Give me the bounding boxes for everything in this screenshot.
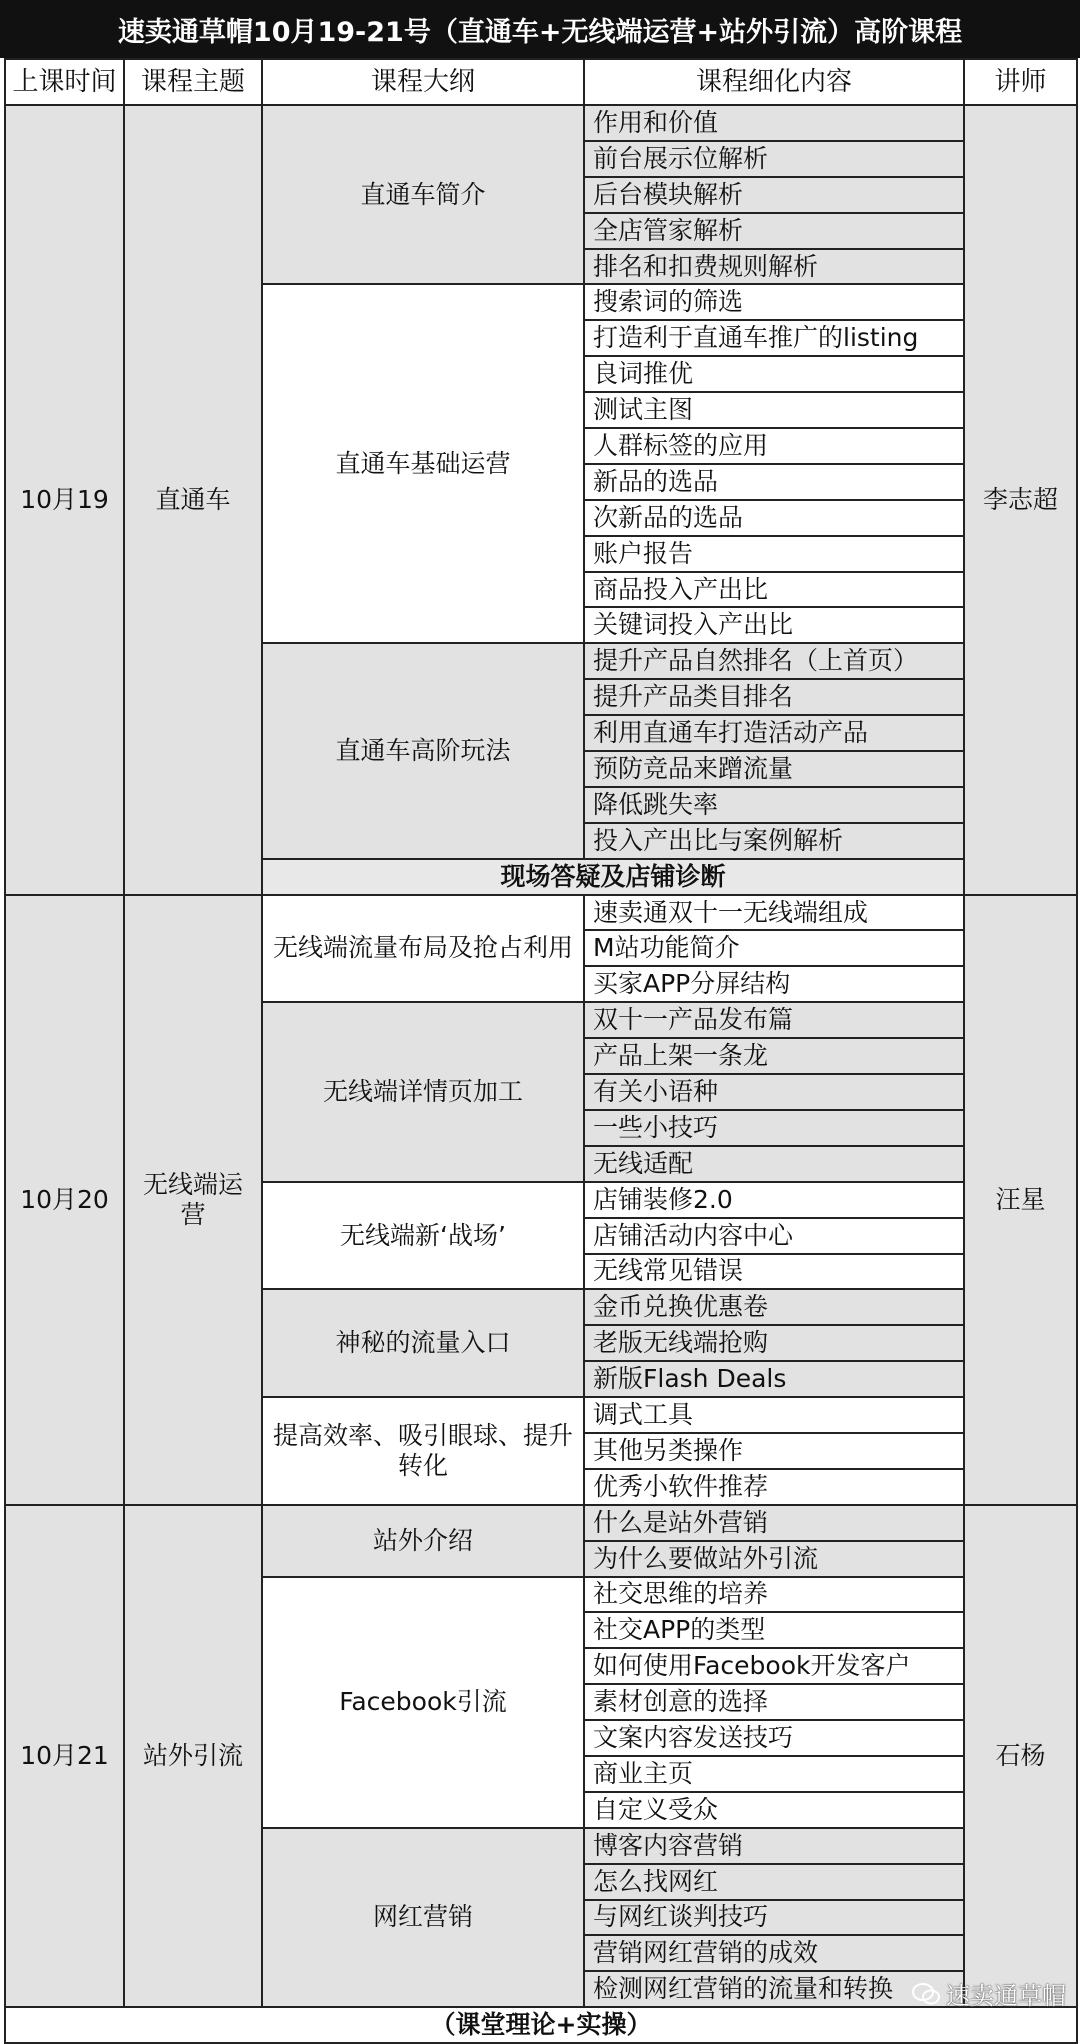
detail-item: 提升产品自然排名（上首页） [584, 643, 964, 679]
table-row [5, 105, 1077, 141]
watermark-text: 速卖通草帽 [946, 1982, 1066, 2010]
header-detail: 课程细化内容 [584, 59, 964, 105]
detail-item: 商品投入产出比 [584, 572, 964, 608]
detail-item: 后台模块解析 [584, 177, 964, 213]
detail-item: 测试主图 [584, 392, 964, 428]
detail-item: 自定义受众 [584, 1792, 964, 1828]
detail-item: 打造利于直通车推广的listing [584, 320, 964, 356]
schedule-table [4, 58, 1078, 2044]
detail-item: 买家APP分屏结构 [584, 966, 964, 1002]
detail-item: 有关小语种 [584, 1074, 964, 1110]
day-date: 10月20 [5, 895, 124, 1505]
detail-item: 怎么找网红 [584, 1864, 964, 1900]
day-theme: 站外引流 [124, 1505, 262, 2007]
outline-cell: 无线端流量布局及抢占利用 [262, 895, 584, 1003]
detail-item: 双十一产品发布篇 [584, 1002, 964, 1038]
outline-cell: 直通车高阶玩法 [262, 643, 584, 858]
detail-item: 无线适配 [584, 1146, 964, 1182]
detail-item: 调式工具 [584, 1397, 964, 1433]
detail-item: 一些小技巧 [584, 1110, 964, 1146]
detail-item: 利用直通车打造活动产品 [584, 715, 964, 751]
detail-item: 与网红谈判技巧 [584, 1900, 964, 1936]
detail-item: 新品的选品 [584, 464, 964, 500]
table-row [5, 1505, 1077, 1541]
day-teacher: 汪星 [964, 895, 1077, 1505]
header-outline: 课程大纲 [262, 59, 584, 105]
detail-item: 人群标签的应用 [584, 428, 964, 464]
detail-item: 全店管家解析 [584, 213, 964, 249]
detail-item: M站功能简介 [584, 930, 964, 966]
detail-item: 降低跳失率 [584, 787, 964, 823]
header-time: 上课时间 [5, 59, 124, 105]
detail-item: 博客内容营销 [584, 1828, 964, 1864]
closing-session: 现场答疑及店铺诊断 [262, 859, 964, 895]
detail-item: 如何使用Facebook开发客户 [584, 1648, 964, 1684]
detail-item: 无线常见错误 [584, 1254, 964, 1290]
day-date: 10月19 [5, 105, 124, 895]
detail-item: 店铺装修2.0 [584, 1182, 964, 1218]
detail-item: 金币兑换优惠卷 [584, 1289, 964, 1325]
watermark [912, 1976, 1066, 2011]
detail-item: 检测网红营销的流量和转换 [584, 1971, 964, 2007]
detail-item: 什么是站外营销 [584, 1505, 964, 1541]
detail-item: 其他另类操作 [584, 1433, 964, 1469]
detail-item: 预防竞品来蹭流量 [584, 751, 964, 787]
outline-cell: 神秘的流量入口 [262, 1289, 584, 1397]
outline-cell: 无线端详情页加工 [262, 1002, 584, 1181]
outline-cell: Facebook引流 [262, 1577, 584, 1828]
detail-item: 社交思维的培养 [584, 1577, 964, 1613]
day-teacher: 石杨 [964, 1505, 1077, 2007]
detail-item: 提升产品类目排名 [584, 679, 964, 715]
header-row [5, 59, 1077, 105]
detail-item: 文案内容发送技巧 [584, 1720, 964, 1756]
detail-item: 前台展示位解析 [584, 141, 964, 177]
detail-item: 作用和价值 [584, 105, 964, 141]
detail-item: 新版Flash Deals [584, 1361, 964, 1397]
detail-item: 投入产出比与案例解析 [584, 823, 964, 859]
header-teacher: 讲师 [964, 59, 1077, 105]
detail-item: 商业主页 [584, 1756, 964, 1792]
detail-item: 产品上架一条龙 [584, 1038, 964, 1074]
detail-item: 次新品的选品 [584, 500, 964, 536]
outline-cell: 提高效率、吸引眼球、提升转化 [262, 1397, 584, 1505]
detail-item: 店铺活动内容中心 [584, 1218, 964, 1254]
outline-cell: 站外介绍 [262, 1505, 584, 1577]
outline-cell: 网红营销 [262, 1828, 584, 2007]
detail-item: 账户报告 [584, 536, 964, 572]
page-title: 速卖通草帽10月19-21号（直通车+无线端运营+站外引流）高阶课程 [0, 0, 1080, 58]
detail-item: 关键词投入产出比 [584, 607, 964, 643]
table-row [5, 895, 1077, 931]
detail-item: 为什么要做站外引流 [584, 1541, 964, 1577]
detail-item: 排名和扣费规则解析 [584, 249, 964, 285]
detail-item: 老版无线端抢购 [584, 1325, 964, 1361]
outline-cell: 无线端新‘战场’ [262, 1182, 584, 1290]
outline-cell: 直通车基础运营 [262, 284, 584, 643]
detail-item: 良词推优 [584, 356, 964, 392]
day-theme: 直通车 [124, 105, 262, 895]
detail-item: 社交APP的类型 [584, 1612, 964, 1648]
day-teacher: 李志超 [964, 105, 1077, 895]
detail-item: 速卖通双十一无线端组成 [584, 895, 964, 931]
outline-cell: 直通车简介 [262, 105, 584, 284]
detail-item: 搜索词的筛选 [584, 284, 964, 320]
wechat-icon [912, 1983, 940, 2005]
day-theme: 无线端运营 [124, 895, 262, 1505]
detail-item: 优秀小软件推荐 [584, 1469, 964, 1505]
detail-item: 营销网红营销的成效 [584, 1935, 964, 1971]
detail-item: 素材创意的选择 [584, 1684, 964, 1720]
footer-note: （课堂理论+实操） [5, 2007, 1077, 2043]
header-theme: 课程主题 [124, 59, 262, 105]
day-date: 10月21 [5, 1505, 124, 2007]
